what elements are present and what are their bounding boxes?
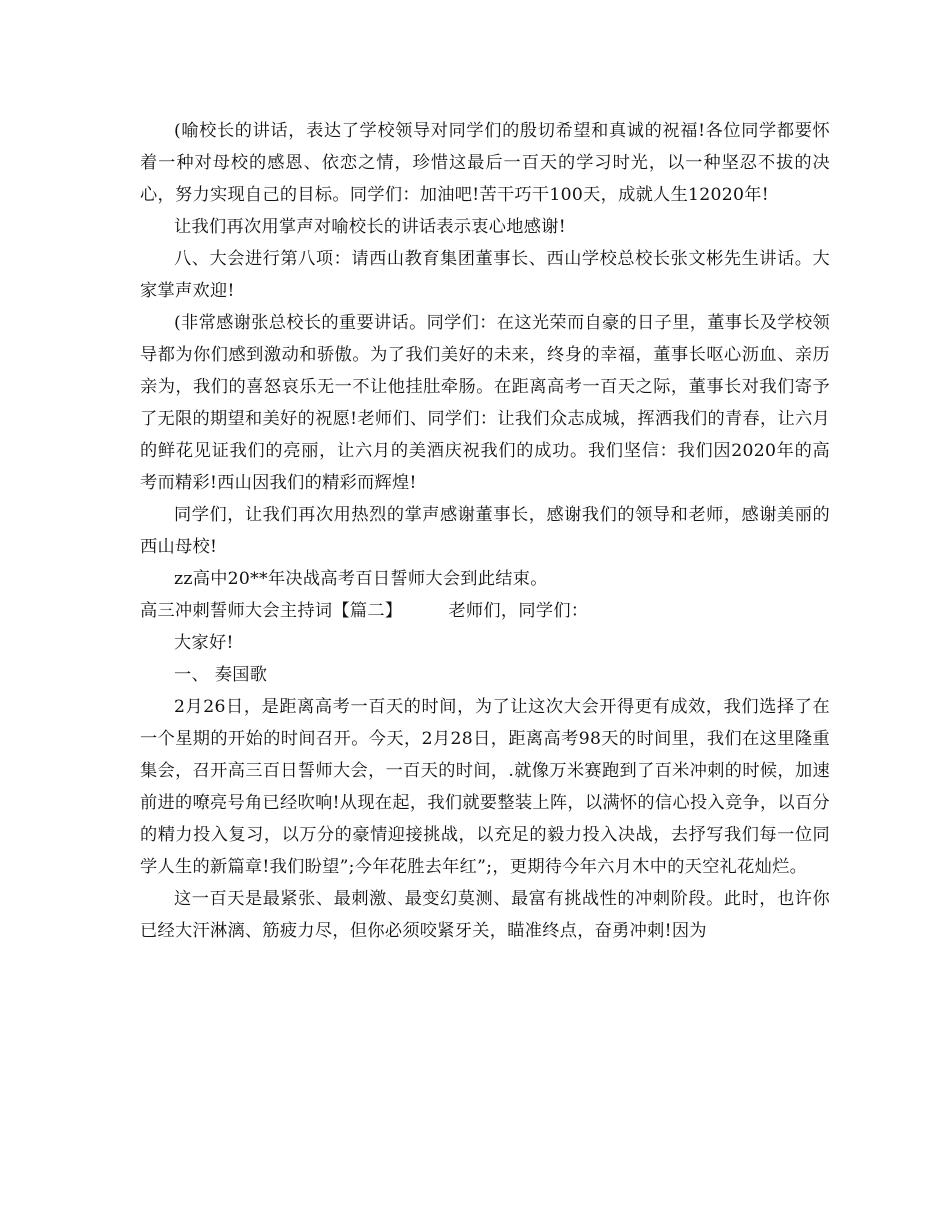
paragraph-final-sprint: 这一百天是最紧张、最刺激、最变幻莫测、最富有挑战性的冲刺阶段。此时，也许你已经大汗淋漓、筋疲力尽，但你必须咬紧牙关，瞄准终点，奋勇冲刺!因为: [140, 889, 830, 941]
paragraph-closing: zz高中20**年决战高考百日誓师大会到此结束。: [174, 569, 548, 589]
section-heading: 高三冲刺誓师大会主持词【篇二】 老师们，同学们：: [140, 601, 589, 621]
paragraph-national-anthem: 一、 奏国歌: [174, 665, 268, 685]
paragraph-greeting: 大家好!: [174, 633, 234, 653]
paragraph-agenda-item-eight: 八、大会进行第八项：请西山教育集团董事长、西山学校总校长张文彬先生讲话。大家掌声欢迎!: [140, 249, 830, 301]
document-body: [140, 115, 830, 947]
paragraph-thanks-chairman: 同学们，让我们再次用热烈的掌声感谢董事长，感谢我们的领导和老师，感谢美丽的西山母校!: [140, 505, 830, 557]
paragraph-thanks-principal: 让我们再次用掌声对喻校长的讲话表示衷心地感谢!: [174, 217, 566, 237]
paragraph-chairman-speech-summary: (非常感谢张总校长的重要讲话。同学们：在这光荣而自豪的日子里，董事长及学校领导都为你们感到激动和骄傲。为了我们美好的未来，终身的幸福，董事长呕心沥血、亲历亲为，我们的喜怒哀乐无一不让他挂肚牵肠。在距离高考一百天之际，董事长对我们寄予了无限的期望和美好的祝愿!老师们、同学们：让我们众志成城，挥洒我们的青春，让六月的鲜花见证我们的亮丽，让六月的美酒庆祝我们的成功。我们坚信：我们因2020年的高考而精彩!西山因我们的精彩而辉煌!: [140, 313, 830, 493]
paragraph-principal-speech-summary: (喻校长的讲话，表达了学校领导对同学们的殷切希望和真诚的祝福!各位同学都要怀着一种对母校的感恩、依恋之情，珍惜这最后一百天的学习时光，以一种坚忍不拔的决心，努力实现自己的目标。同学们：加油吧!苦干巧干100天，成就人生12020年!: [140, 121, 830, 205]
paragraph-hundred-days: 2月26日，是距离高考一百天的时间，为了让这次大会开得更有成效，我们选择了在一个星期的开始的时间召开。今天，2月28日，距离高考98天的时间里，我们在这里隆重集会，召开高三百日誓师大会，一百天的时间，.就像万米赛跑到了百米冲刺的时候，加速前进的嘹亮号角已经吹响!从现在起，我们就要整装上阵，以满怀的信心投入竞争，以百分的精力投入复习，以万分的豪情迎接挑战，以充足的毅力投入决战，去抒写我们每一位同学人生的新篇章!我们盼望”;今年花胜去年红”;，更期待今年六月木中的天空礼花灿烂。: [140, 697, 830, 877]
